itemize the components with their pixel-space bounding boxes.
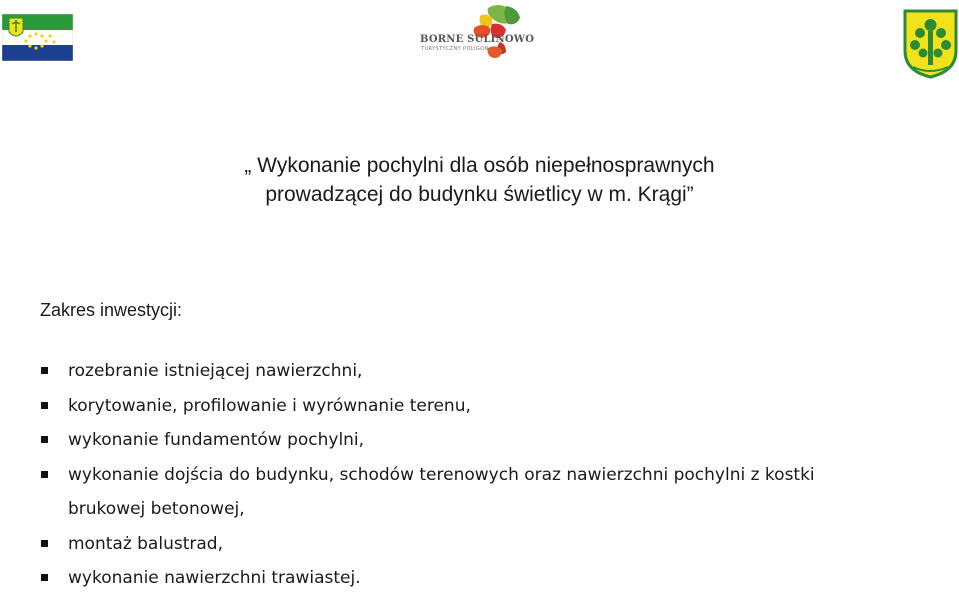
- list-item: [0, 389, 815, 424]
- list-item-text: wykonanie dojścia do budynku, schodów terenowych oraz nawierzchni pochylni z kostki: [68, 464, 815, 485]
- scope-list: [0, 354, 815, 596]
- square-bullet-icon: [41, 574, 48, 581]
- list-item: [0, 458, 815, 527]
- square-bullet-icon: [41, 402, 48, 409]
- list-item: [0, 354, 815, 389]
- list-item: [0, 527, 815, 562]
- municipality-flag-image: [2, 14, 73, 61]
- list-item-text: wykonanie fundamentów pochylni,: [68, 430, 365, 450]
- list-item-text: rozebranie istniejącej nawierzchni,: [68, 361, 363, 381]
- square-bullet-icon: [41, 540, 48, 547]
- list-item-text: korytowanie, profilowanie i wyrównanie terenu,: [68, 395, 471, 416]
- center-logo-subtitle: TURYSTYCZNY POLIGON: [421, 46, 489, 52]
- list-item-text: montaż balustrad,: [68, 533, 223, 554]
- list-item-text: wykonanie nawierzchni trawiastej.: [68, 568, 361, 588]
- coat-of-arms-image: [903, 9, 958, 79]
- square-bullet-icon: [41, 367, 48, 374]
- list-item-text-continued: brukowej betonowej,: [68, 499, 245, 519]
- title-line-2: prowadzącej do budynku świetlicy w m. Krągi”: [265, 183, 694, 206]
- page-title: [0, 151, 959, 209]
- list-item: [0, 423, 815, 458]
- center-logo-name: BORNE SULINOWO: [420, 34, 535, 45]
- square-bullet-icon: [41, 471, 48, 478]
- square-bullet-icon: [41, 436, 48, 443]
- title-line-1: „ Wykonanie pochylni dla osób niepełnosprawnych: [244, 154, 715, 177]
- list-item: [0, 561, 815, 596]
- scope-heading: Zakres inwestycji:: [40, 300, 183, 320]
